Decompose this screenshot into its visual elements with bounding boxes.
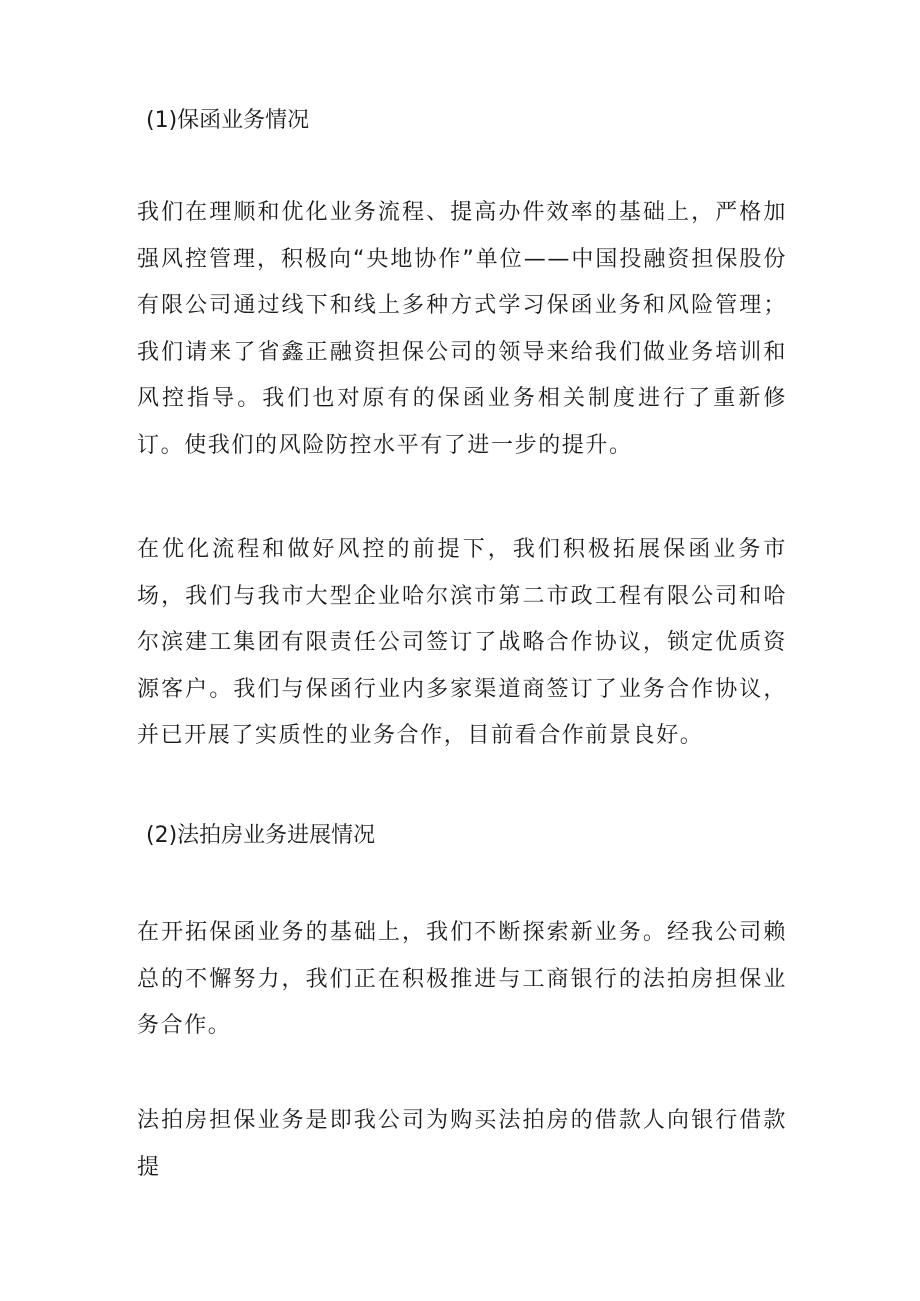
paragraph-new-business: 在开拓保函业务的基础上，我们不断探索新业务。经我公司赖总的不懈努力，我们正在积极推进与工商银行的法拍房担保业务合作。 [137,920,787,1038]
section-heading-guarantee-business: (1)保函业务情况 [146,108,310,133]
paragraph-risk-control: 我们在理顺和优化业务流程、提高办件效率的基础上，严格加强风控管理，积极向“央地协作”单位——中国投融资担保股份有限公司通过线下和线上多种方式学习保函业务和风险管理；我们请来了省鑫正融资担保公司的领导来给我们做业务培训和风控指导。我们也对原有的保函业务相关制度进行了重新修订。使我们的风险防控水平有了进一步的提升。 [137,200,787,458]
paragraph-auction-housing-definition: 法拍房担保业务是即我公司为购买法拍房的借款人向银行借款提 [137,1108,787,1180]
section-heading-auction-housing: (2)法拍房业务进展情况 [146,823,376,848]
paragraph-market-expansion: 在优化流程和做好风控的前提下，我们积极拓展保函业务市场，我们与我市大型企业哈尔滨市第二市政工程有限公司和哈尔滨建工集团有限责任公司签订了战略合作协议，锁定优质资源客户。我们与保函行业内多家渠道商签订了业务合作协议，并已开展了实质性的业务合作，目前看合作前景良好。 [137,537,787,748]
